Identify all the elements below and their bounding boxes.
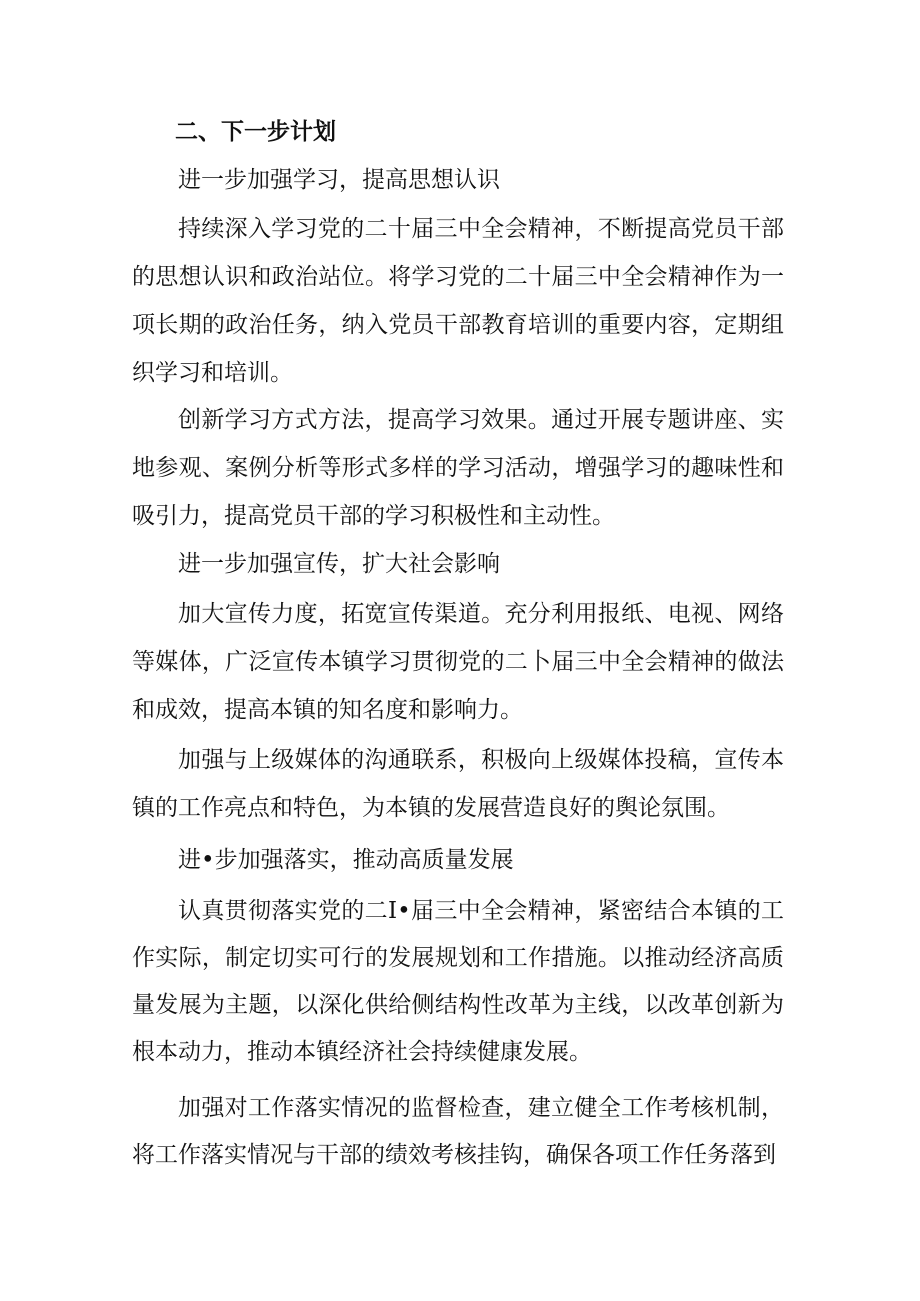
paragraph-implementation-2: 加强对工作落实情况的监督检查，建立健全工作考核机制，将工作落实情况与干部的绩效考核挂钩，确保各项工作任务落到 xyxy=(132,1095,784,1168)
paragraph-publicity-2: 加强与上级媒体的沟通联系，积极向上级媒体投稿，宣传本镇的工作亮点和特色，为本镇的发展营造良好的舆论氛围。 xyxy=(132,747,784,821)
paragraph-implementation-1: 认真贯彻落实党的二I•届三中全会精神，紧密结合本镇的工作实际，制定切实可行的发展规划和工作措施。以推动经济高质量发展为主题，以深化供给侧结构性改革为主线，以改革创新为根本动力，推动本镇经济社会持续健康发展。 xyxy=(132,898,784,1065)
section-heading: 二、下一步计划 xyxy=(175,118,336,145)
subheading-study: 进一步加强学习，提高思想认识 xyxy=(178,167,500,193)
paragraph-publicity-1: 加大宣传力度，拓宽宣传渠道。充分利用报纸、电视、网络等媒体，广泛宣传本镇学习贯彻党的二卜届三中全会精神的做法和成效，提高本镇的知名度和影响力。 xyxy=(132,601,784,723)
subheading-implementation: 进•步加强落实，推动高质量发展 xyxy=(178,847,514,873)
paragraph-study-1: 持续深入学习党的二十届三中全会精神，不断提高党员干部的思想认识和政治站位。将学习党的二十届三中全会精神作为一项长期的政治任务，纳入党员干部教育培训的重要内容，定期组织学习和培训。 xyxy=(132,216,784,386)
paragraph-study-2: 创新学习方式方法，提高学习效果。通过开展专题讲座、实地参观、案例分析等形式多样的学习活动，增强学习的趣味性和吸引力，提高党员干部的学习积极性和主动性。 xyxy=(132,407,784,529)
subheading-publicity: 进一步加强宣传，扩大社会影响 xyxy=(178,551,500,577)
